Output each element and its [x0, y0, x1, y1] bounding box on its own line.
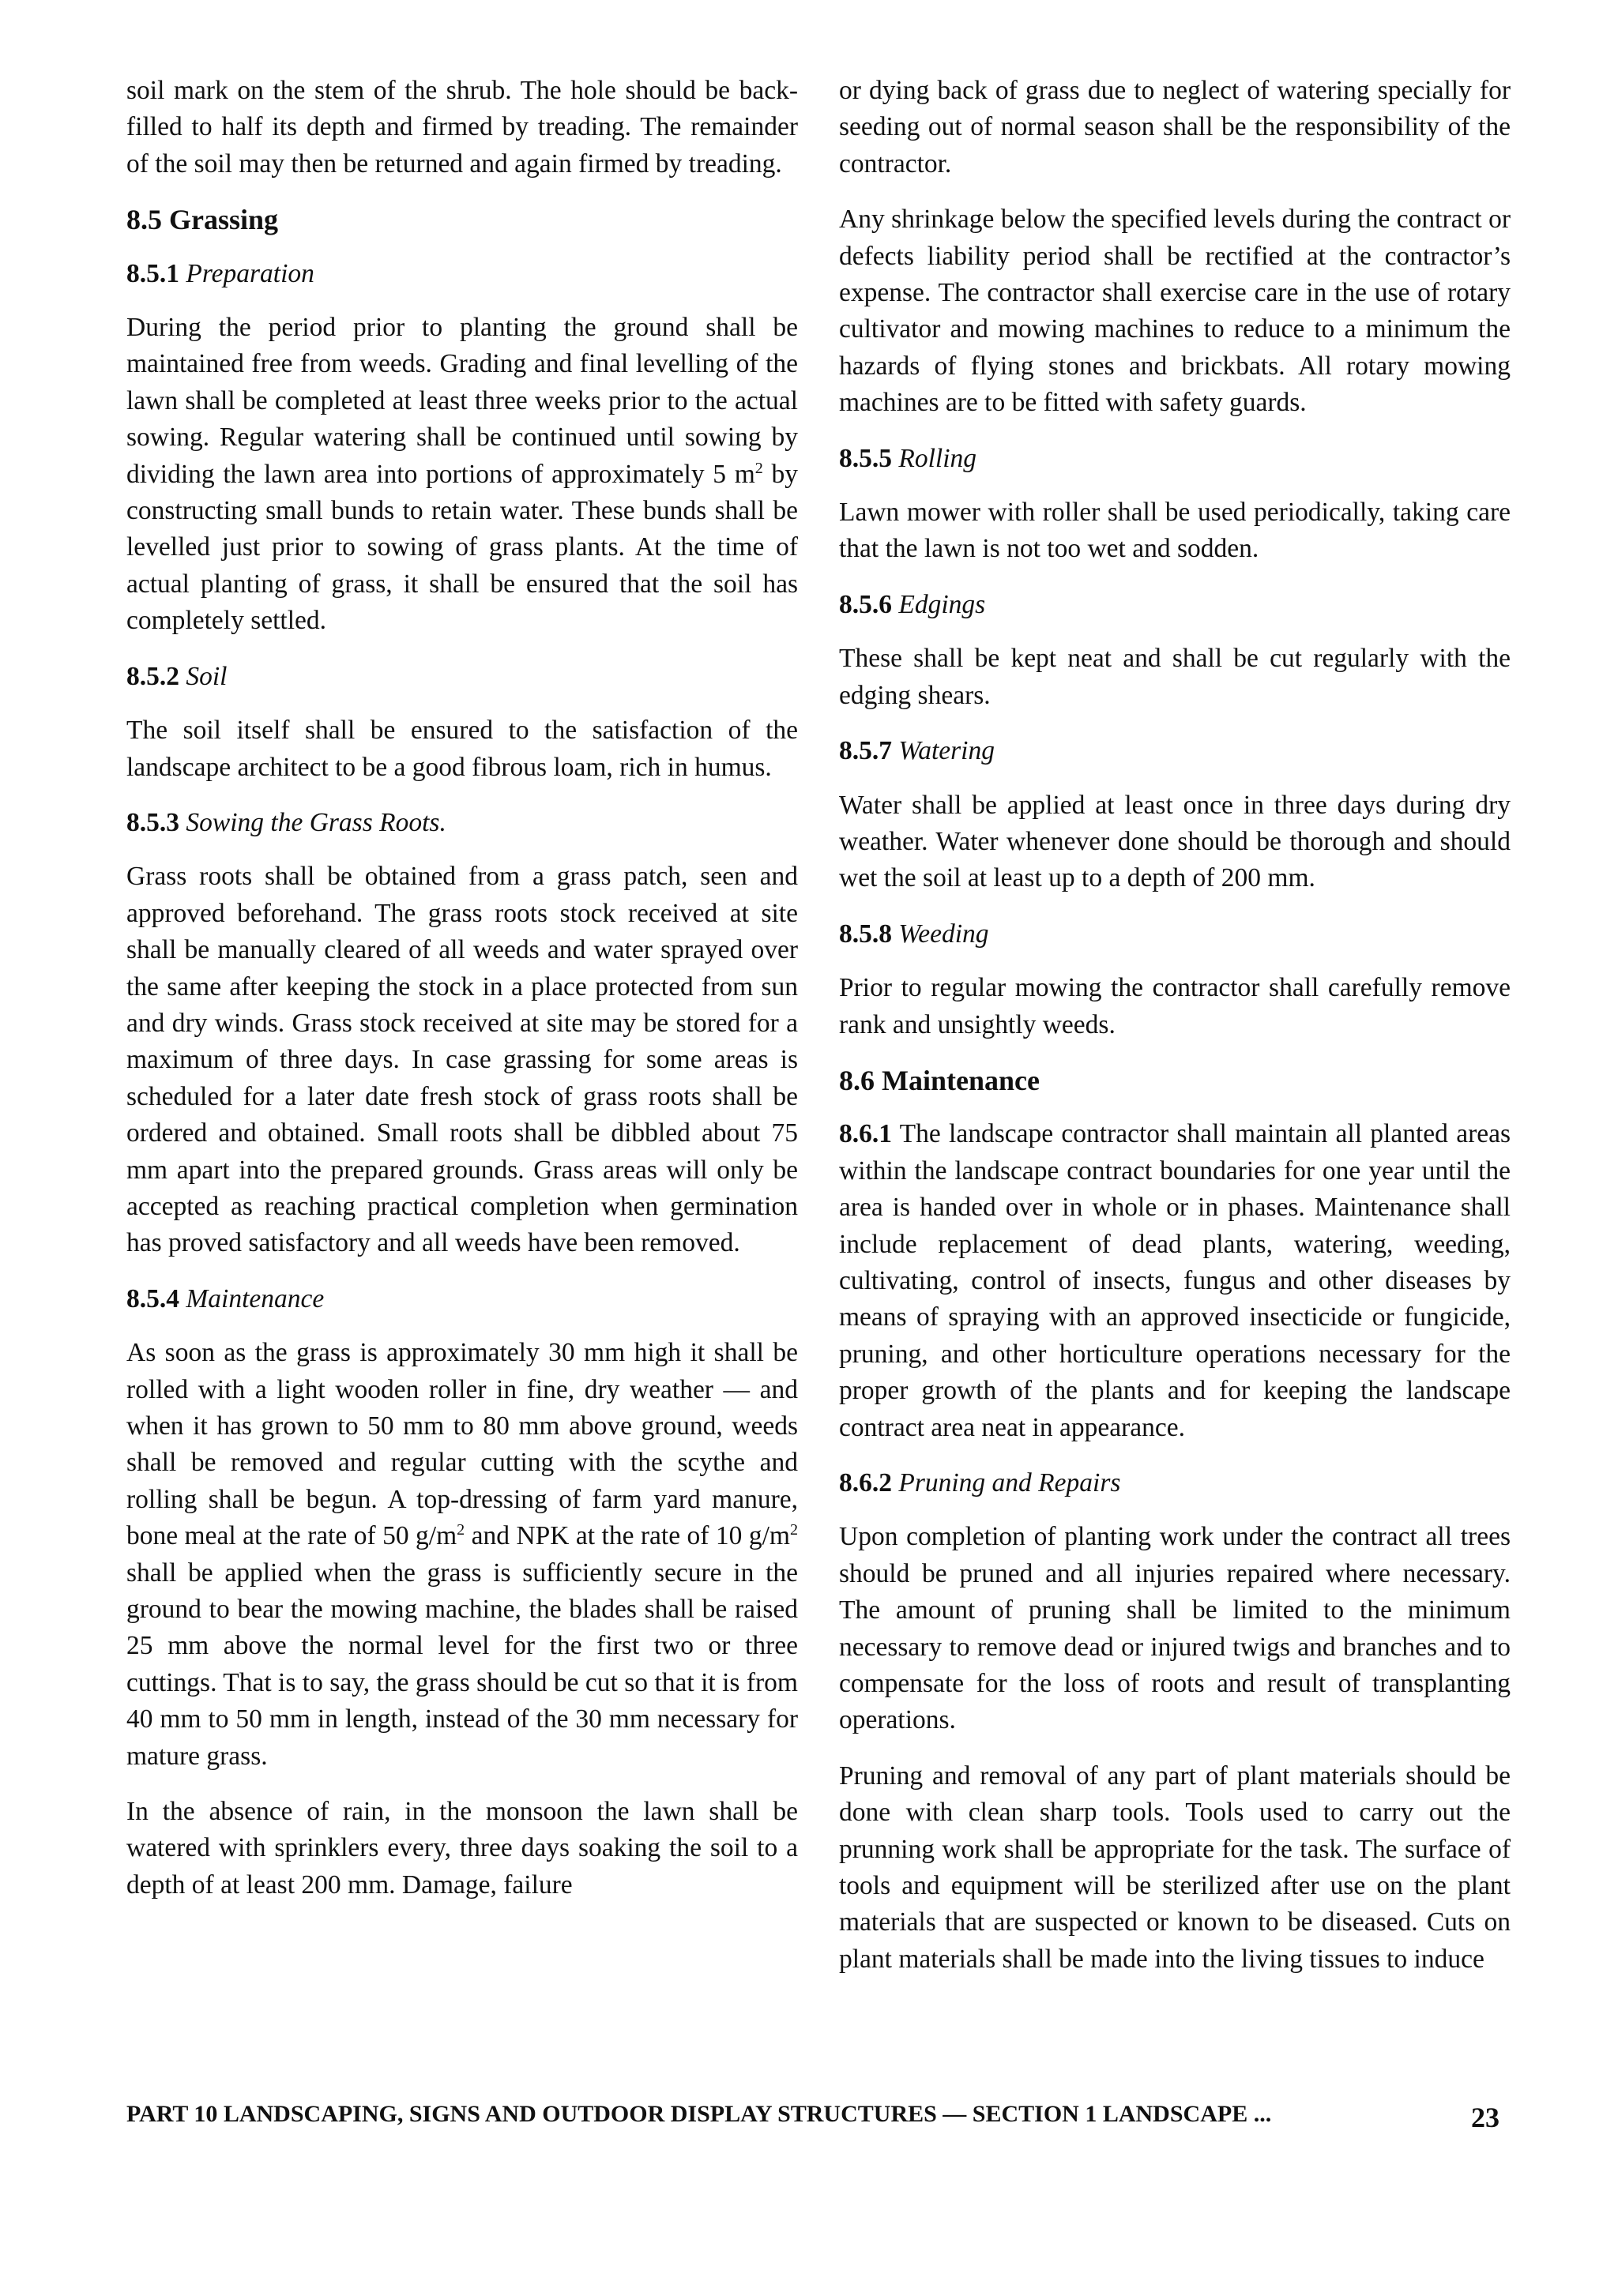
paragraph-soil: The soil itself shall be ensured to the satisfaction of the landscape architect to be a good fibrous loam, rich in humus. — [126, 716, 798, 782]
paragraph-watering: Water shall be applied at least once in three days during dry weather. Water whenever done should be thorough and should wet the soil at least up to a depth of 200 mm. — [839, 790, 1511, 893]
paragraph-preparation — [126, 310, 798, 640]
paragraph-monsoon: In the absence of rain, in the monsoon the lawn shall be watered with sprinklers every, three days soaking the soil to a depth of at least 200 mm. Damage, failure — [126, 1797, 798, 1900]
subsection-heading-8-5-5 — [839, 441, 1511, 477]
subsection-title: Maintenance — [186, 1283, 325, 1313]
clause-number: 8.6.1 — [839, 1119, 892, 1149]
paragraph-pruning-tools: Pruning and removal of any part of plant materials should be done with clean sharp tools. Tools used to carry out the prunning work shall be appropriate for the task. The surface of tools and equipment will be sterilized after use on the plant materials that are suspected or known to be diseased. Cuts on plant materials shall be made into the living tissues to induce — [839, 1761, 1511, 1974]
subsection-title: Edgings — [898, 589, 986, 619]
paragraph-edgings: These shall be kept neat and shall be cut regularly with the edging shears. — [839, 644, 1511, 710]
subsection-number: 8.6.2 — [839, 1468, 892, 1497]
text-run: During the period prior to planting the ground shall be maintained free from weeds. Grading and final levelling of the lawn shall be completed at least three weeks prior to the actual sowing. Regular watering shall be continued until sowing by dividing the lawn area into portions of approximately 5 m — [126, 313, 798, 489]
subsection-number: 8.5.7 — [839, 736, 892, 766]
subsection-heading-8-5-1 — [126, 256, 798, 292]
subsection-title: Weeding — [898, 919, 989, 949]
footer-title: PART 10 LANDSCAPING, SIGNS AND OUTDOOR DISPLAY STRUCTURES — SECTION 1 LANDSCAPE ... — [126, 2101, 1272, 2127]
paragraph-maintenance — [126, 1335, 798, 1775]
paragraph-rolling: Lawn mower with roller shall be used periodically, taking care that the lawn is not too wet and sodden. — [839, 498, 1511, 564]
section-heading-8-5: 8.5 Grassing — [126, 204, 279, 236]
superscript: 2 — [754, 459, 763, 477]
subsection-number: 8.5.3 — [126, 807, 179, 837]
subsection-number: 8.5.8 — [839, 919, 892, 949]
subsection-title: Watering — [898, 736, 995, 766]
paragraph: soil mark on the stem of the shrub. The hole should be back-filled to half its depth and firmed by treading. The remainder of the soil may then be returned and again firmed by treading. — [126, 76, 798, 178]
text-run: The landscape contractor shall maintain all planted areas within the landscape contract boundaries for one year until the area is handed over in whole or in phases. Maintenance shall include replacement of dead plants, watering, weeding, cultivating, control of insects, fungus and other diseases by means of spraying with an approved insecticide or fungicide, pruning, and other horticulture operations necessary for the proper growth of the plants and for keeping the landscape contract area neat in appearance. — [839, 1119, 1511, 1442]
subsection-title: Sowing the Grass Roots. — [186, 807, 446, 837]
paragraph: or dying back of grass due to neglect of watering specially for seeding out of normal season shall be the responsibility of the contractor. — [839, 76, 1511, 178]
subsection-title: Preparation — [186, 258, 314, 288]
text-run: shall be applied when the grass is sufficiently secure in the ground to bear the mowing machine, the blades shall be raised 25 mm above the normal level for the first two or three cuttings. That is to say, the grass should be cut so that it is from 40 mm to 50 mm in length, instead of the 30 mm necessary for mature grass. — [126, 1558, 798, 1771]
superscript: 2 — [789, 1521, 799, 1539]
subsection-heading-8-5-4 — [126, 1281, 798, 1317]
subsection-title: Pruning and Repairs — [898, 1468, 1121, 1497]
subsection-heading-8-5-3 — [126, 805, 798, 841]
subsection-number: 8.5.1 — [126, 258, 179, 288]
paragraph-weeding: Prior to regular mowing the contractor shall carefully remove rank and unsightly weeds. — [839, 973, 1511, 1039]
subsection-heading-8-5-6 — [839, 587, 1511, 623]
page-number: 23 — [1471, 2102, 1499, 2133]
text-run: by constructing small bunds to retain water. These bunds shall be levelled just prior to sowing of grass plants. At the time of actual planting of grass, it shall be ensured that the soil has completely settled. — [126, 459, 799, 636]
subsection-heading-8-6-2 — [839, 1465, 1511, 1501]
subsection-heading-8-5-2 — [126, 659, 798, 695]
text-run: As soon as the grass is approximately 30 mm high it shall be rolled with a light wooden roller in fine, dry weather — and when it has grown to 50 mm to 80 mm above ground, weeds shall be removed and regular cutting with the scythe and rolling shall be begun. A top-dressing of farm yard manure, bone meal at the rate of 50 g/m — [126, 1338, 798, 1551]
subsection-number: 8.5.5 — [839, 443, 892, 473]
paragraph-sowing: Grass roots shall be obtained from a grass patch, seen and approved beforehand. The grass roots stock received at site shall be manually cleared of all weeds and water sprayed over the same after keeping the stock in a place protected from sun and dry winds. Grass stock received at site may be stored for a maximum of three days. In case grassing for some areas is scheduled for a later date fresh stock of grass roots shall be ordered and obtained. Small roots shall be dibbled about 75 mm apart into the prepared grounds. Grass areas will only be accepted as reaching practical completion when germination has proved satisfactory and all weeds have been removed. — [126, 862, 798, 1258]
page-footer — [126, 2101, 1499, 2134]
superscript: 2 — [457, 1521, 465, 1539]
right-column — [839, 73, 1511, 1997]
subsection-number: 8.5.2 — [126, 661, 179, 691]
paragraph-pruning: Upon completion of planting work under the contract all trees should be pruned and all injuries repaired where necessary. The amount of pruning shall be limited to the minimum necessary to remove dead or injured twigs and branches and to compensate for the loss of roots and result of transplanting operations. — [839, 1522, 1511, 1735]
subsection-title: Soil — [186, 661, 228, 691]
text-run: and NPK at the rate of 10 g/m — [465, 1521, 790, 1551]
subsection-number: 8.5.6 — [839, 589, 892, 619]
subsection-heading-8-5-7 — [839, 733, 1511, 769]
left-column — [126, 73, 798, 1922]
subsection-title: Rolling — [898, 443, 977, 473]
subsection-number: 8.5.4 — [126, 1283, 179, 1313]
paragraph-8-6-1 — [839, 1116, 1511, 1446]
subsection-heading-8-5-8 — [839, 916, 1511, 953]
section-heading-8-6: 8.6 Maintenance — [839, 1064, 1040, 1096]
paragraph: Any shrinkage below the specified levels during the contract or defects liability period shall be rectified at the contractor’s expense. The contractor shall exercise care in the use of rotary cultivator and mowing machines to reduce to a minimum the hazards of flying stones and brickbats. All rotary mowing machines are to be fitted with safety guards. — [839, 205, 1511, 418]
